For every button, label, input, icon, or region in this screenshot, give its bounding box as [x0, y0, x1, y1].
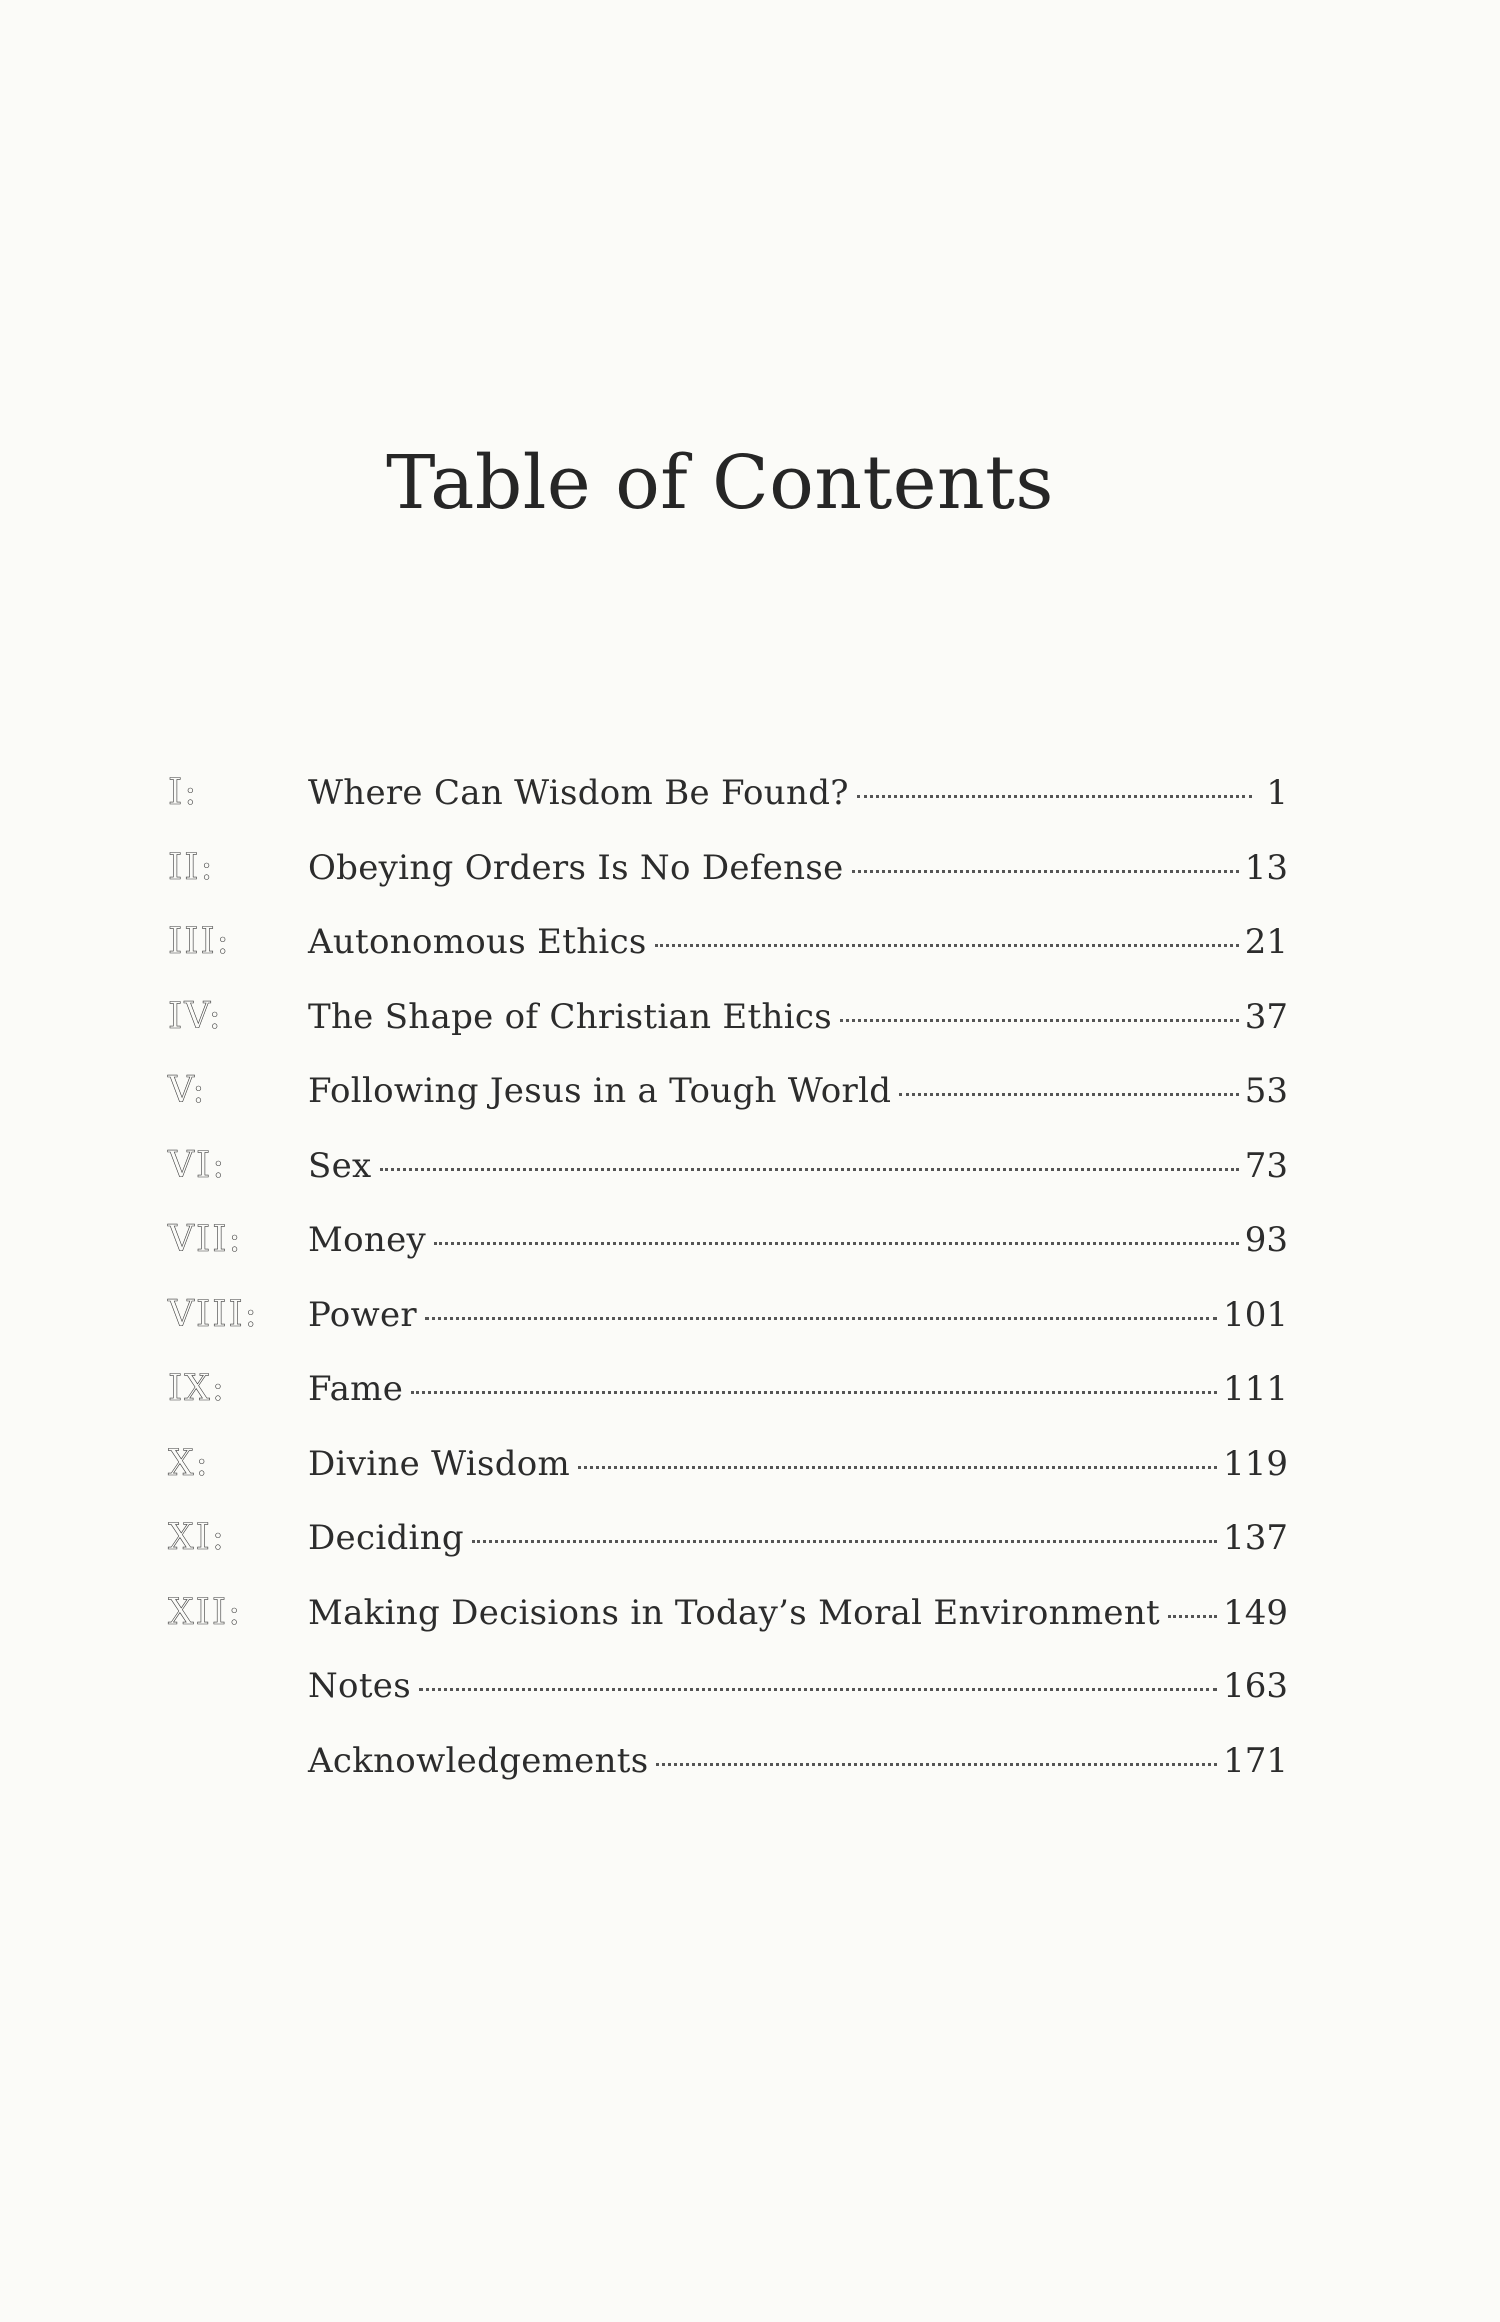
toc-row-1: [168, 772, 1288, 847]
chapter-numeral: VIII:: [168, 1293, 259, 1335]
chapter-numeral: I:: [168, 772, 199, 813]
page-number: 93: [1244, 1220, 1288, 1260]
chapter-title: Fame: [308, 1369, 404, 1409]
chapter-numeral: VI:: [168, 1144, 227, 1186]
page-number: 111: [1223, 1369, 1288, 1409]
chapter-title: Making Decisions in Today’s Moral Environment: [308, 1592, 1160, 1633]
toc-row-11: [168, 1517, 1288, 1592]
toc-row-4: [168, 996, 1288, 1071]
dot-leader: [578, 1466, 1217, 1469]
chapter-title: Autonomous Ethics: [308, 922, 647, 962]
toc-row-8: [168, 1294, 1288, 1369]
toc-row-6: [168, 1145, 1288, 1220]
chapter-title: Obeying Orders Is No Defense: [308, 847, 844, 888]
chapter-title: Deciding: [308, 1518, 464, 1558]
chapter-title: Where Can Wisdom Be Found?: [308, 773, 849, 813]
toc-row-7: [168, 1219, 1288, 1294]
dot-leader: [434, 1242, 1239, 1245]
dot-leader: [472, 1540, 1217, 1543]
chapter-numeral: III:: [168, 921, 231, 962]
chapter-title: Following Jesus in a Tough World: [308, 1071, 892, 1111]
toc-row-5: [168, 1070, 1288, 1145]
chapter-numeral: II:: [168, 846, 215, 888]
toc-entry: [308, 1220, 1288, 1260]
page-number: 101: [1223, 1294, 1288, 1335]
page-number: 171: [1223, 1740, 1288, 1781]
toc-row-3: [168, 921, 1288, 996]
page-number: 13: [1244, 847, 1288, 888]
dot-leader: [380, 1168, 1239, 1171]
chapter-numeral: IX:: [168, 1368, 226, 1409]
page-number: 53: [1244, 1071, 1288, 1111]
toc-entry: [308, 1071, 1288, 1111]
page-number: 1: [1266, 773, 1288, 813]
page-number: 21: [1244, 922, 1288, 962]
toc-entry: [308, 1146, 1288, 1186]
dot-leader: [899, 1093, 1238, 1096]
toc-entry: [308, 1444, 1288, 1484]
dot-leader: [656, 1763, 1217, 1766]
chapter-title: The Shape of Christian Ethics: [308, 996, 832, 1037]
page-number: 37: [1244, 996, 1288, 1037]
toc-entry: [308, 1518, 1288, 1558]
toc-entry: [308, 922, 1288, 962]
section-title: Acknowledgements: [308, 1740, 649, 1781]
chapter-numeral: XII:: [168, 1591, 243, 1633]
chapter-title: Divine Wisdom: [308, 1443, 571, 1484]
dot-leader: [852, 870, 1239, 873]
dot-leader: [425, 1317, 1217, 1320]
toc-entry: [308, 773, 1288, 813]
toc-row-2: [168, 847, 1288, 922]
toc-row-9: [168, 1368, 1288, 1443]
toc-entry: [308, 997, 1288, 1037]
toc-row-14: [168, 1741, 1288, 1816]
page-number: 73: [1244, 1145, 1288, 1186]
dot-leader: [840, 1019, 1239, 1022]
dot-leader: [1168, 1615, 1217, 1618]
chapter-numeral: VII:: [168, 1219, 243, 1260]
page-number: 149: [1223, 1592, 1288, 1633]
toc-entry: [308, 1741, 1288, 1781]
table-of-contents: [168, 772, 1288, 1815]
toc-row-13: [168, 1666, 1288, 1741]
dot-leader: [411, 1391, 1217, 1394]
dot-leader: [857, 795, 1252, 798]
toc-entry: [308, 1666, 1288, 1706]
toc-row-10: [168, 1443, 1288, 1518]
chapter-numeral: IV:: [168, 995, 223, 1037]
section-title: Notes: [308, 1666, 411, 1706]
chapter-numeral: XI:: [168, 1517, 226, 1558]
toc-entry: [308, 1593, 1288, 1633]
toc-row-12: [168, 1592, 1288, 1667]
chapter-title: Power: [308, 1294, 417, 1335]
chapter-title: Money: [308, 1220, 427, 1260]
chapter-title: Sex: [308, 1145, 372, 1186]
dot-leader: [655, 944, 1239, 947]
toc-entry: [308, 848, 1288, 888]
chapter-numeral: X:: [168, 1442, 210, 1484]
dot-leader: [419, 1688, 1217, 1691]
toc-entry: [308, 1295, 1288, 1335]
page-number: 119: [1223, 1443, 1288, 1484]
chapter-numeral: V:: [168, 1070, 207, 1111]
page-title: Table of Contents: [386, 440, 1054, 526]
page-number: 137: [1223, 1518, 1288, 1558]
page-number: 163: [1223, 1666, 1288, 1706]
toc-entry: [308, 1369, 1288, 1409]
